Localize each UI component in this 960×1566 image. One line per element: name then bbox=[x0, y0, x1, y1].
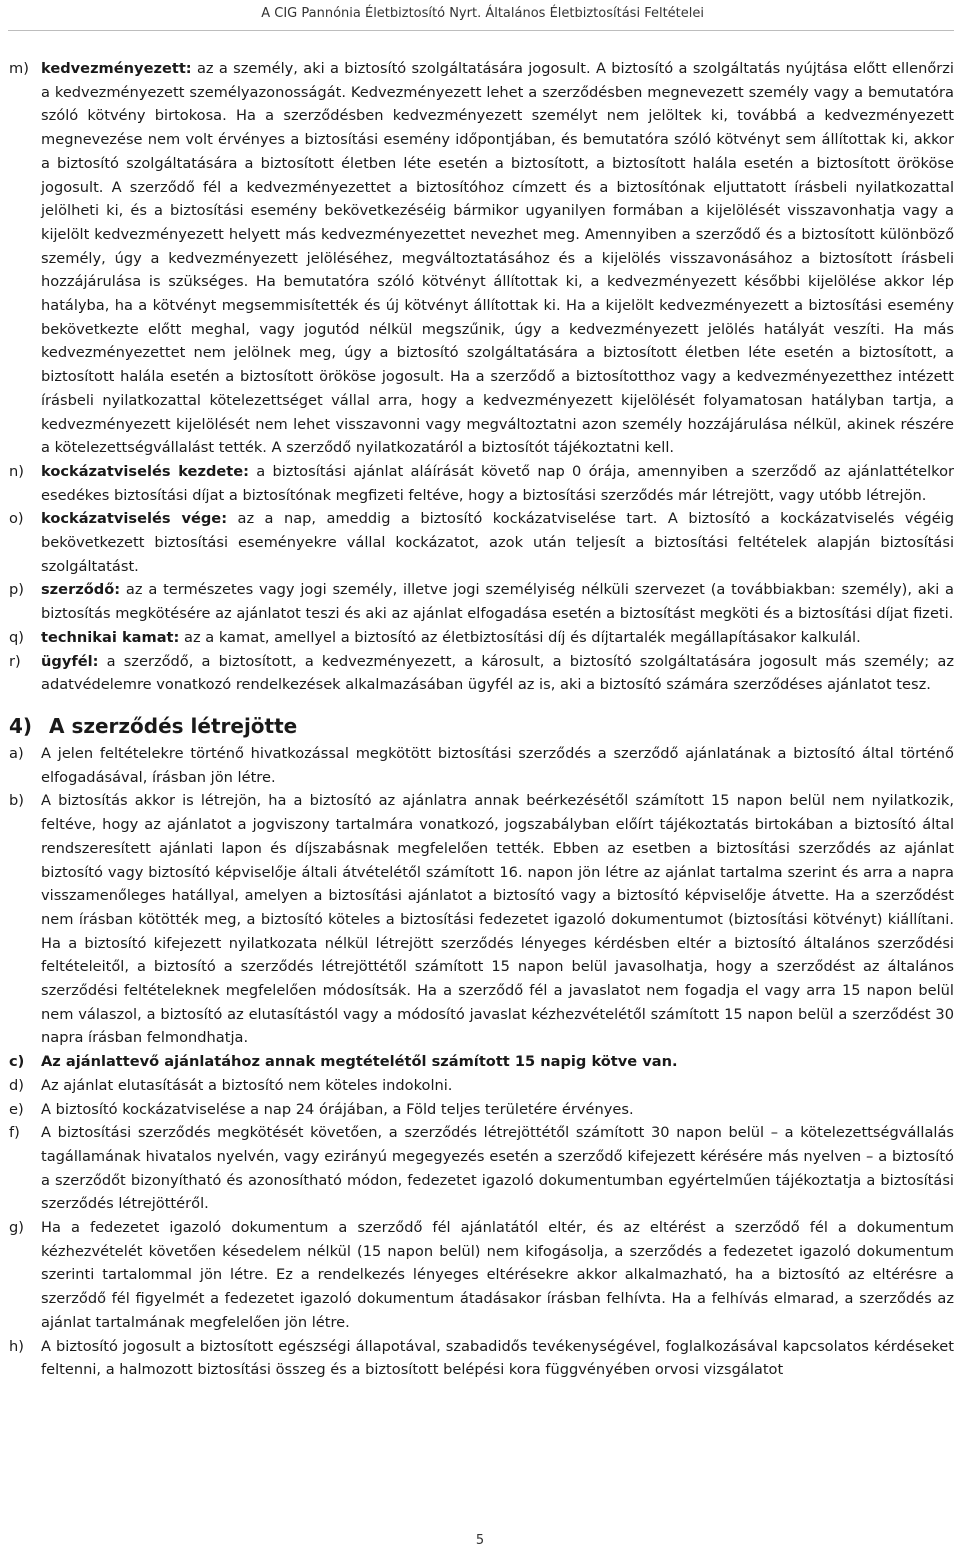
item-text bbox=[41, 57, 954, 460]
item-text: Ha a fedezetet igazoló dokumentum a szerződő fél ajánlatától eltér, és az eltérést a szerződő fél a dokumentum kézhezvételét követően késedelem nélkül (15 napon belül) nem kifogásolja, a szerződés a fedezetet igazoló dokumentum szerinti tartalommal jön létre. Ez a rendelkezés lényeges eltérésekre akkor alkalmazható, ha a biztosító az eltérésre a szerződő fél figyelmét a fedezetet igazoló dokumentum átadásakor írásban felhívta. Ha a felhívás elmarad, a szerződés az ajánlat tartalmának megfelelően jön létre. bbox=[41, 1219, 954, 1331]
item-label: a) bbox=[9, 744, 24, 762]
item-label: e) bbox=[9, 1100, 24, 1118]
item-label: q) bbox=[9, 628, 24, 646]
term: kedvezményezett: bbox=[41, 60, 192, 77]
item-label: m) bbox=[9, 60, 29, 77]
item-label: g) bbox=[9, 1219, 24, 1237]
item-text bbox=[41, 650, 954, 697]
section-item bbox=[9, 1074, 954, 1098]
section-title: A szerződés létrejötte bbox=[49, 713, 298, 738]
item-text: A jelen feltételekre történő hivatkozással megkötött biztosítási szerződés a szerződő ajánlatának a biztosító által történő elfogadásával, írásban jön létre. bbox=[41, 744, 954, 786]
item-text bbox=[41, 578, 954, 625]
item-label: o) bbox=[9, 510, 24, 528]
item-label: h) bbox=[9, 1337, 24, 1355]
definition: az a nap, ameddig a biztosító kockázatviselése tart. A biztosító a kockázatviselés végéig bekövetkezett biztosítási eseményekre vállal kockázatot, azok után teljesít a biztosítási feltételek alapján biztosítási szolgáltatást. bbox=[41, 510, 954, 575]
definition-item bbox=[9, 578, 954, 625]
section-item bbox=[9, 1121, 954, 1216]
section-heading bbox=[9, 713, 954, 739]
definition: a szerződő, a biztosított, a kedvezményezett, a károsult, a biztosító szolgáltatására jogosult más személy; az adatvédelemre vonatkozó rendelkezések alkalmazásában ügyfél az is, aki a biztosító számára szerződéses ajánlatot tesz. bbox=[41, 652, 954, 694]
definition-item bbox=[9, 650, 954, 697]
term: kockázatviselés kezdete: bbox=[41, 462, 250, 480]
item-label: r) bbox=[9, 652, 21, 670]
section-item bbox=[9, 789, 954, 1050]
term: kockázatviselés vége: bbox=[41, 510, 228, 528]
definition: a biztosítási ajánlat aláírását követő nap 0 órája, amennyiben a szerződő az ajánlattételkor esedékes biztosítási díjat a biztosítónak megfizeti feltéve, hogy a biztosítási szerződés már létrejött, vagy utóbb létrejön. bbox=[41, 462, 955, 504]
item-text: A biztosítási szerződés megkötését követően, a szerződés létrejöttétől számított 30 napon belül – a kötelezettségvállalás tagállamának hivatalos nyelvén, vagy ezirányú megegyezés esetén a szerződő kifejezett kérésére más nyelven – a biztosító a szerződőt bizonyítható és azonosítható módon, fedezetet igazoló dokumentumban egyértelműen tájékoztatja a biztosítási szerződés létrejöttéről. bbox=[41, 1124, 954, 1213]
item-label: n) bbox=[9, 462, 24, 480]
item-text: Az ajánlattevő ajánlatához annak megtételétől számított 15 napig kötve van. bbox=[41, 1053, 678, 1071]
term: szerződő: bbox=[41, 581, 121, 599]
header-rule bbox=[8, 30, 954, 31]
item-text bbox=[41, 626, 954, 650]
item-label: b) bbox=[9, 792, 24, 810]
term: ügyfél: bbox=[41, 652, 99, 670]
definition-item bbox=[9, 460, 954, 507]
definition-item bbox=[9, 626, 954, 650]
item-text: A biztosítás akkor is létrejön, ha a biztosító az ajánlatra annak beérkezésétől számított 15 napon belül nem nyilatkozik, feltéve, hogy az ajánlatot a jogviszony tartalmára vonatkozó, jogszabályban előírt tájékoztatás birtokában a biztosító által rendszeresített ajánlati lapon és díjszabásnak megfelelően tették. Ebben az esetben a biztosítási szerződés az ajánlat biztosító vagy biztosító képviselője általi átvételétől számított 16. napon jön létre az ajánlat tartalma szerint és arra a napra visszamenőleges hatállyal, amelyen a biztosítási ajánlatot a biztosító vagy a biztosító képviselője átvette. Ha a szerződést nem írásban kötötték meg, a biztosító köteles a biztosítási fedezetet igazoló dokumentumot (biztosítási kötvényt) kiállítani. Ha a biztosító kifejezett nyilatkozata nélkül létrejött szerződés lényeges kérdésben eltér a biztosító általános szerződési feltételeitől, a biztosító a szerződés létrejöttétől számított 15 napon belül javasolhatja, hogy a szerződést az általános szerződési feltételeknek megfelelően módosítsák. Ha a szerződő fél a javaslatot nem fogadja el vagy arra 15 napon belül nem válaszol, a biztosító az elutasítástól vagy a módosító javaslat kézhezvételétől számított 15 napon belül a szerződést 30 napra írásban felmondhatja. bbox=[41, 792, 954, 1047]
section-item bbox=[9, 1098, 954, 1122]
section-item bbox=[9, 742, 954, 789]
running-header: A CIG Pannónia Életbiztosító Nyrt. Általános Életbiztosítási Feltételei bbox=[261, 6, 704, 21]
item-text: A biztosító kockázatviselése a nap 24 órájában, a Föld teljes területére érvényes. bbox=[41, 1100, 634, 1118]
definition: az a kamat, amellyel a biztosító az életbiztosítási díj és díjtartalék megállapításakor kalkulál. bbox=[179, 628, 861, 646]
definition-item bbox=[9, 507, 954, 578]
section-item bbox=[9, 1050, 954, 1074]
term: technikai kamat: bbox=[41, 628, 180, 646]
page-number: 5 bbox=[475, 1533, 485, 1548]
section-number: 4) bbox=[9, 713, 33, 738]
definition-item bbox=[9, 57, 954, 460]
definition: az a személy, aki a biztosító szolgáltatására jogosult. A biztosító a szolgáltatás nyújtása előtt ellenőrzi a kedvezményezett személyazonosságát. Kedvezményezett lehet a szerződésben megnevezett személy vagy a bemutatóra szóló kötvény birtokosa. Ha a szerződésben kedvezményezett személyt nem jelöltek ki, továbbá a kedvezményezett megnevezése nem volt érvényes a biztosítási esemény időpontjában, és bemutatóra szóló kötvényt sem állítottak ki, akkor a biztosító szolgáltatására a biztosított életben léte esetén a biztosított, a biztosított halála esetén a biztosított örököse jogosult. A szerződő fél a kedvezményezettet a biztosítóhoz címzett és a biztosítónak eljuttatott írásbeli nyilatkozattal jelölheti ki, és a biztosítási esemény bekövetkezéséig bármikor ugyanilyen formában a kijelölését visszavonhatja vagy a kijelölt kedvezményezett helyett más kedvezményezettet nevezhet meg. Amennyiben a szerződő és a biztosított különböző személy, úgy a kedvezményezett jelöléséhez, megváltoztatásához és a kijelölés visszavonásához a biztosított írásbeli hozzájárulása is szükséges. Ha bemutatóra szóló kötvényt állítottak ki, a kedvezményezett későbbi kijelölése akkor lép hatályba, ha a kötvényt megsemmisítették és új kötvényt állítottak ki. Ha a kijelölt kedvezményezett a biztosítási esemény bekövetkezte előtt meghal, vagy jogutód nélkül megszűnik, úgy a kedvezményezett jelölés hatályát veszíti. Ha más kedvezményezettet nem jelölnek meg, úgy a biztosító szolgáltatására a biztosított életben léte esetén a biztosított, a biztosított halála esetén a biztosított örököse jogosult. Ha a szerződő a biztosítotthoz vagy a kedvezményezetthez intézett írásbeli nyilatkozattal kötelezettséget vállal arra, hogy a kedvezményezett kijelölését folyamatosan hatályban tartja, a kedvezményezett kijelölését nem lehet visszavonni vagy megváltoztatni azon személy hozzájárulása nélkül, akinek részére a kötelezettségvállalást tették. A szerződő nyilatkozatáról a biztosítót tájékoztatni kell. bbox=[41, 60, 954, 457]
item-label: c) bbox=[9, 1053, 25, 1071]
item-label: d) bbox=[9, 1076, 24, 1094]
item-label: f) bbox=[9, 1124, 20, 1142]
item-label: p) bbox=[9, 581, 24, 599]
item-text bbox=[41, 460, 954, 507]
definition: az a természetes vagy jogi személy, illetve jogi személyiség nélküli szervezet (a továbbiakban: személy), aki a biztosítás megkötésére az ajánlatot teszi és aki az ajánlat elfogadása esetén a biztosítást megköti és a biztosítási díjat fizeti. bbox=[41, 581, 954, 623]
section-item bbox=[9, 1216, 954, 1335]
section-item bbox=[9, 1335, 954, 1382]
item-text: A biztosító jogosult a biztosított egészségi állapotával, szabadidős tevékenységével, foglalkozásával kapcsolatos kérdéseket feltenni, a halmozott biztosítási összeg és a biztosított belépési kora függvényében orvosi vizsgálatot bbox=[41, 1337, 954, 1379]
item-text bbox=[41, 507, 954, 578]
item-text: Az ajánlat elutasítását a biztosító nem köteles indokolni. bbox=[41, 1076, 453, 1094]
document-body bbox=[9, 57, 954, 1382]
